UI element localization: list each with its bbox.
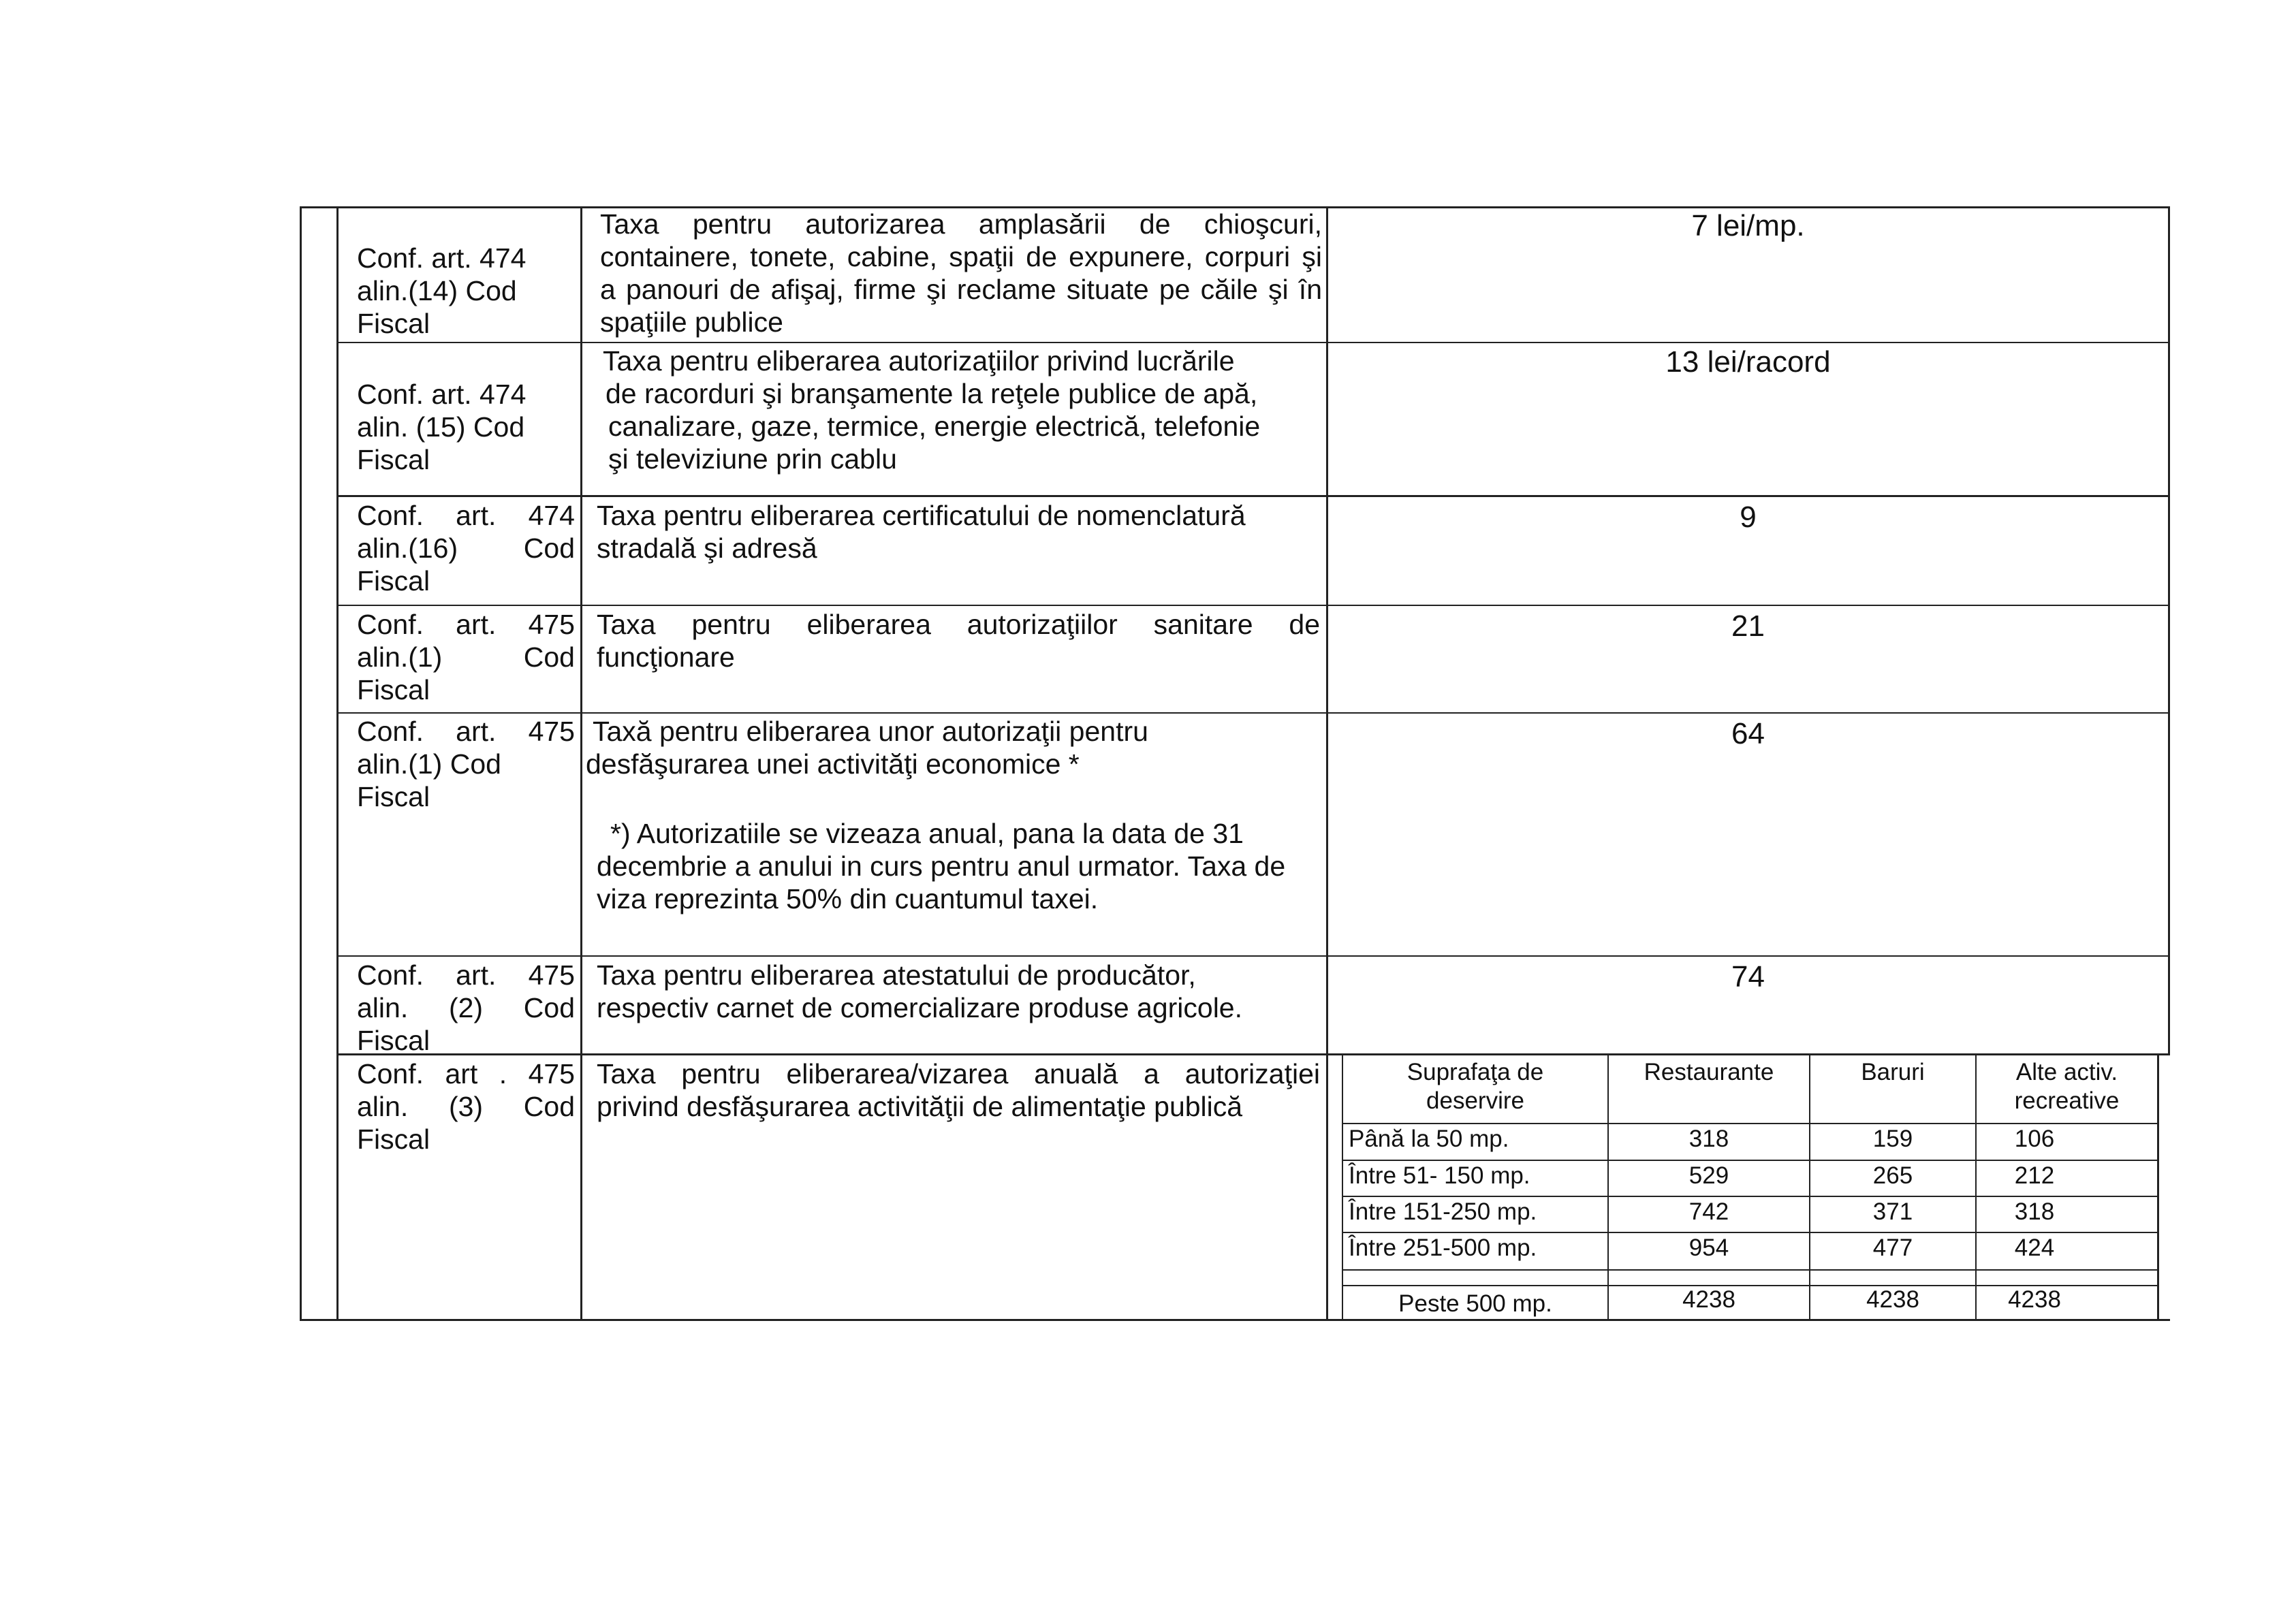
tax-description: Taxa pentru eliberarea autorizaţiilor privind lucrările de racorduri şi branşamente la reţele publice de apă, canalizare, gaze, termice, energie electrică, telefonie şi televiziune prin cablu <box>603 345 1261 475</box>
value-cell: 265 <box>1872 1162 1913 1189</box>
value-cell: 4238 <box>2008 1286 2061 1313</box>
value-cell: 106 <box>2014 1126 2055 1152</box>
tax-description: Taxă pentru eliberarea unor autorizaţii pentru desfăşurarea unei activităţi economice * <box>586 716 1148 780</box>
tax-value: 74 <box>1731 960 1765 993</box>
value-cell: 318 <box>2014 1198 2055 1225</box>
value-cell: 477 <box>1872 1235 1913 1261</box>
value-cell: 954 <box>1688 1235 1729 1261</box>
footnote: *) Autorizatiile se vizeaza anual, pana la data de 31 decembrie a anului in curs pentru anul urmator. Taxa de viza reprezinta 50% din cuantumul taxei. <box>597 818 1286 914</box>
header-restaurante: Restaurante <box>1644 1059 1774 1085</box>
area-label: Între 251-500 mp. <box>1349 1235 1537 1261</box>
tax-description: Taxa pentru eliberarea certificatului de nomenclatură stradală şi adresă <box>597 500 1246 564</box>
value-cell: 4238 <box>1682 1286 1735 1313</box>
value-cell: 371 <box>1872 1198 1913 1225</box>
tax-value: 64 <box>1731 717 1765 750</box>
area-label: Între 151-250 mp. <box>1349 1198 1537 1225</box>
legal-reference: Conf. art. 475 alin.(1) Cod Fiscal <box>357 609 575 705</box>
tax-description: Taxa pentru eliberarea/vizarea anuală a autorizaţiei privind desfăşurarea activităţii de alimentaţie publică <box>597 1058 1320 1122</box>
legal-reference: Conf. art. 474 alin.(16) Cod Fiscal <box>357 500 575 596</box>
value-cell: 318 <box>1688 1126 1729 1152</box>
tax-value: 13 lei/racord <box>1665 345 1831 379</box>
value-cell: 742 <box>1688 1198 1729 1225</box>
tax-description: Taxa pentru autorizarea amplasării de chioşcuri, containere, tonete, cabine, spaţii de expunere, corpuri şi a panouri de afişaj, firme şi reclame situate pe căile şi în spaţiile publice <box>600 208 1322 338</box>
tax-value: 7 lei/mp. <box>1691 209 1805 242</box>
food-service-fee-table <box>1342 1054 2159 1321</box>
header-area: Suprafaţa de deservire <box>1406 1059 1544 1114</box>
header-alte-activ: Alte activ. recreative <box>2014 1059 2120 1114</box>
value-cell: 159 <box>1872 1126 1913 1152</box>
value-cell: 212 <box>2014 1162 2055 1189</box>
tax-description: Taxa pentru eliberarea atestatului de producător, respectiv carnet de comercializare produse agricole. <box>597 959 1243 1023</box>
legal-reference: Conf. art. 474 alin. (15) Cod Fiscal <box>357 379 526 475</box>
legal-reference: Conf. art. 475 alin. (2) Cod Fiscal <box>357 959 575 1056</box>
area-label: Peste 500 mp. <box>1398 1290 1552 1317</box>
legal-reference: Conf. art. 474 alin.(14) Cod Fiscal <box>357 242 526 339</box>
header-baruri: Baruri <box>1861 1059 1925 1085</box>
area-label: Până la 50 mp. <box>1349 1126 1509 1152</box>
value-cell: 529 <box>1688 1162 1729 1189</box>
tax-value: 21 <box>1731 609 1765 643</box>
area-label: Între 51- 150 mp. <box>1349 1162 1530 1189</box>
legal-reference: Conf. art. 475 alin.(1) Cod Fiscal <box>357 716 575 812</box>
value-cell: 4238 <box>1866 1286 1919 1313</box>
tax-description: Taxa pentru eliberarea autorizaţiilor sanitare de funcţionare <box>597 609 1320 673</box>
tax-value: 9 <box>1740 500 1757 534</box>
legal-reference: Conf. art . 475 alin. (3) Cod Fiscal <box>357 1058 575 1155</box>
value-cell: 424 <box>2014 1235 2055 1261</box>
